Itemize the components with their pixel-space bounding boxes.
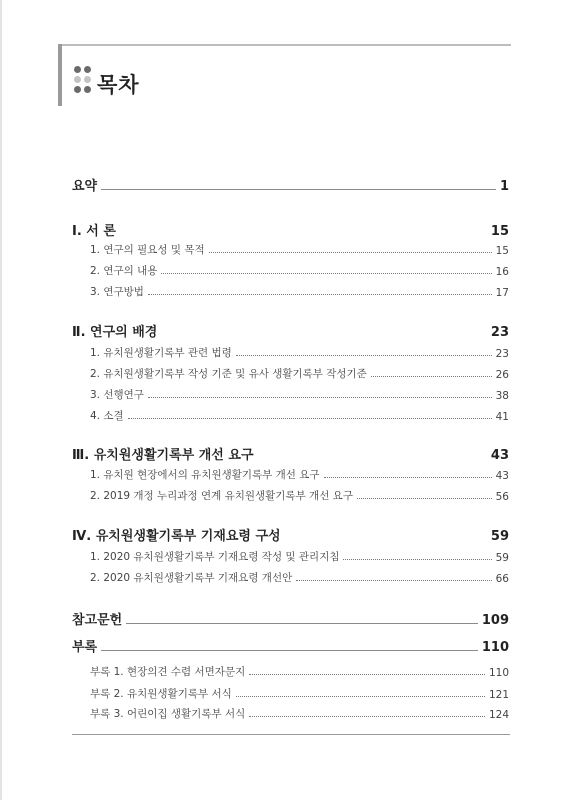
toc-leader (101, 650, 478, 651)
toc-leader (148, 294, 492, 295)
toc-entry-page: 124 (488, 709, 509, 721)
toc-entry[interactable] (90, 345, 509, 360)
toc-entry[interactable] (90, 570, 509, 585)
toc-leader (148, 397, 492, 398)
toc-entry-label: 부록 1. 현장의견 수렴 서면자문지 (90, 666, 246, 678)
toc-entry-label: Ⅱ. 연구의 배경 (72, 325, 158, 340)
toc-entry[interactable] (90, 664, 509, 679)
toc-entry-label: 1. 2020 유치원생활기록부 기재요령 작성 및 관리지침 (90, 551, 340, 563)
toc-leader (128, 418, 492, 419)
toc-leader (209, 252, 492, 253)
toc-entry-label: Ⅰ. 서 론 (72, 224, 116, 239)
toc-entry-page: 59 (490, 529, 509, 544)
toc-entry-label: 참고문헌 (72, 613, 123, 628)
toc-entry-page: 110 (488, 667, 509, 679)
toc-entry[interactable] (90, 686, 509, 701)
dot-icon (74, 66, 81, 73)
toc-entry-page: 17 (495, 287, 509, 299)
toc-entry[interactable] (90, 366, 509, 381)
toc-entry[interactable] (72, 322, 509, 340)
toc-leader (343, 559, 491, 560)
toc-entry-page: 16 (495, 266, 509, 278)
toc-leader (126, 623, 478, 624)
toc-entry[interactable] (90, 706, 509, 721)
toc-entry[interactable] (72, 176, 509, 194)
toc-entry[interactable] (90, 284, 509, 299)
dot-icon (74, 86, 81, 93)
toc-entry[interactable] (90, 387, 509, 402)
toc-entry-label: 부록 (72, 640, 98, 655)
toc-entry-page: 23 (490, 325, 509, 340)
dot-icon (84, 76, 91, 83)
toc-entry-label: 2. 유치원생활기록부 작성 기준 및 유사 생활기록부 작성기준 (90, 368, 367, 380)
toc-entry-page: 26 (495, 369, 509, 381)
dot-icon (84, 86, 91, 93)
header-rule (58, 44, 511, 46)
toc-entry-page: 109 (481, 613, 509, 628)
toc-entry-label: Ⅲ. 유치원생활기록부 개선 요구 (72, 448, 254, 463)
toc-entry-label: 부록 2. 유치원생활기록부 서식 (90, 688, 232, 700)
toc-entry-page: 23 (495, 348, 509, 360)
toc-entry-label: Ⅳ. 유치원생활기록부 기재요령 구성 (72, 529, 281, 544)
toc-entry-page: 43 (490, 448, 509, 463)
toc-entry-label: 3. 선행연구 (90, 389, 144, 401)
toc-entry[interactable] (72, 637, 509, 655)
toc-entry-page: 110 (481, 640, 509, 655)
toc-entry-page: 41 (495, 411, 509, 423)
toc-entry-label: 부록 3. 어린이집 생활기록부 서식 (90, 708, 246, 720)
toc-entry-label: 요약 (72, 179, 98, 194)
toc-entry-page: 43 (495, 470, 509, 482)
toc-leader (296, 580, 491, 581)
page-title: 목차 (97, 73, 140, 97)
page-edge (0, 0, 2, 800)
toc-entry-page: 121 (488, 689, 509, 701)
toc-entry-label: 1. 유치원생활기록부 관련 법령 (90, 347, 232, 359)
toc-entry[interactable] (72, 221, 509, 239)
toc-entry-page: 15 (490, 224, 509, 239)
bullet-dots-icon (74, 66, 96, 96)
toc-entry-label: 4. 소결 (90, 410, 124, 422)
toc-entry[interactable] (72, 526, 509, 544)
toc-leader (236, 696, 485, 697)
toc-entry[interactable] (90, 549, 509, 564)
toc-leader (357, 498, 492, 499)
toc-leader (161, 273, 491, 274)
toc-entry-label: 3. 연구방법 (90, 286, 144, 298)
toc-entry[interactable] (90, 263, 509, 278)
toc-entry[interactable] (90, 488, 509, 503)
toc-entry[interactable] (90, 408, 509, 423)
toc-entry-page: 66 (495, 573, 509, 585)
footer-rule (72, 734, 510, 735)
dot-icon (74, 76, 81, 83)
toc-entry-label: 2. 연구의 내용 (90, 265, 158, 277)
toc-entry[interactable] (72, 445, 509, 463)
toc-entry-page: 56 (495, 491, 509, 503)
toc-entry[interactable] (72, 610, 509, 628)
toc-leader (236, 355, 492, 356)
toc-entry-page: 15 (495, 245, 509, 257)
toc-entry-label: 1. 연구의 필요성 및 목적 (90, 244, 205, 256)
toc-entry-page: 38 (495, 390, 509, 402)
toc-entry-page: 59 (495, 552, 509, 564)
dot-icon (84, 66, 91, 73)
toc-entry-label: 2. 2020 유치원생활기록부 기재요령 개선안 (90, 572, 293, 584)
toc-entry[interactable] (90, 242, 509, 257)
toc-entry[interactable] (90, 467, 509, 482)
toc-entry-page: 1 (499, 179, 509, 194)
toc-leader (371, 376, 492, 377)
toc-entry-label: 1. 유치원 현장에서의 유치원생활기록부 개선 요구 (90, 469, 320, 481)
toc-leader (324, 477, 492, 478)
header-side-bar (58, 44, 62, 106)
toc-leader (249, 716, 485, 717)
toc-leader (101, 189, 496, 190)
toc-entry-label: 2. 2019 개정 누리과정 연계 유치원생활기록부 개선 요구 (90, 490, 353, 502)
toc-leader (249, 674, 485, 675)
